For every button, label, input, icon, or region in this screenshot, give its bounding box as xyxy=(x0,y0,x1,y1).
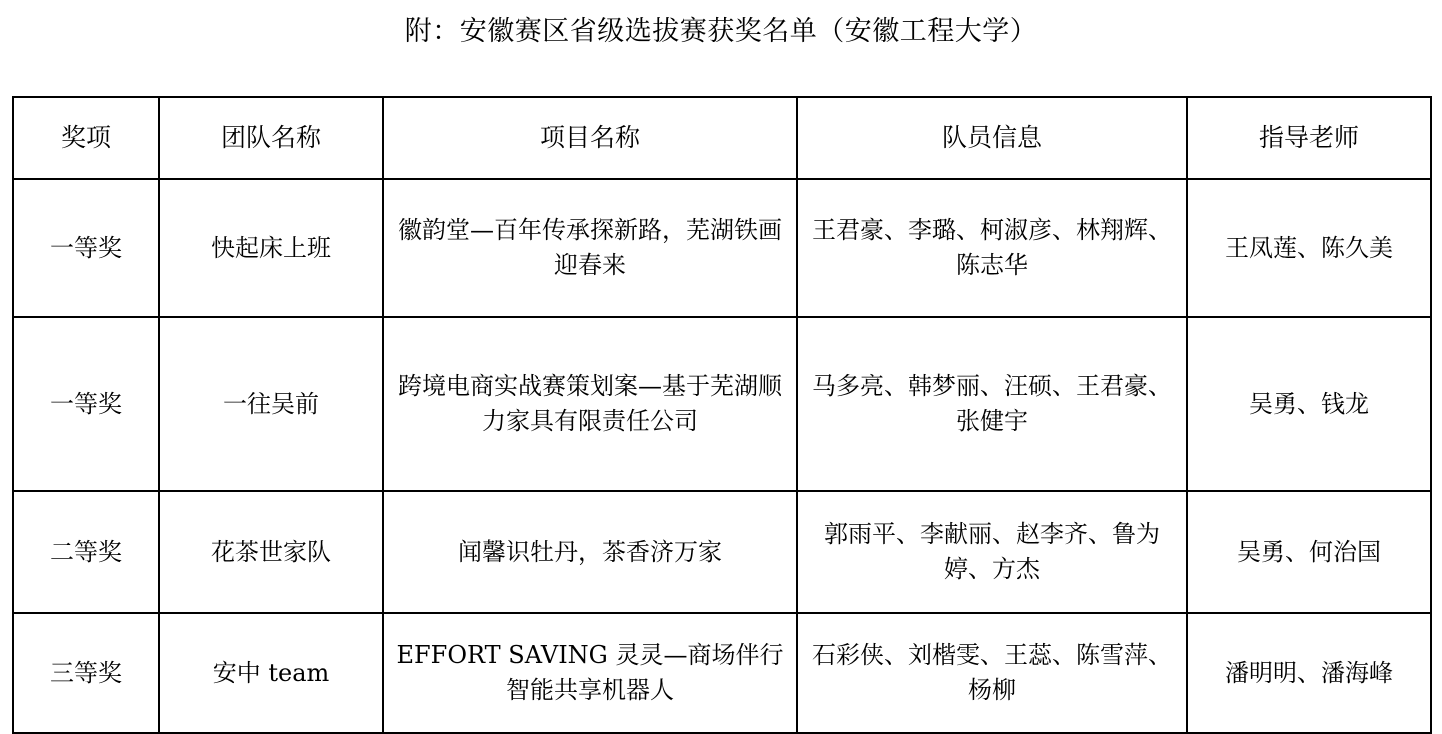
cell-members: 马多亮、韩梦丽、汪硕、王君豪、张健宇 xyxy=(797,317,1187,491)
cell-teachers: 吴勇、钱龙 xyxy=(1187,317,1431,491)
table-row xyxy=(13,179,1431,317)
cell-team: 快起床上班 xyxy=(159,179,383,317)
cell-project: 徽韵堂—百年传承探新路，芜湖铁画迎春来 xyxy=(383,179,797,317)
cell-project: 跨境电商实战赛策划案—基于芜湖顺力家具有限责任公司 xyxy=(383,317,797,491)
table-row xyxy=(13,613,1431,733)
cell-award: 三等奖 xyxy=(13,613,159,733)
cell-award: 一等奖 xyxy=(13,317,159,491)
cell-members: 王君豪、李璐、柯淑彦、林翔辉、陈志华 xyxy=(797,179,1187,317)
cell-team: 安中 team xyxy=(159,613,383,733)
award-table xyxy=(12,96,1432,734)
column-header-project: 项目名称 xyxy=(383,97,797,179)
column-header-members: 队员信息 xyxy=(797,97,1187,179)
award-table-container xyxy=(12,96,1430,734)
table-header-row xyxy=(13,97,1431,179)
column-header-teachers: 指导老师 xyxy=(1187,97,1431,179)
cell-team: 花茶世家队 xyxy=(159,491,383,613)
cell-teachers: 王凤莲、陈久美 xyxy=(1187,179,1431,317)
cell-teachers: 吴勇、何治国 xyxy=(1187,491,1431,613)
table-row xyxy=(13,317,1431,491)
cell-members: 石彩侠、刘楷雯、王蕊、陈雪萍、杨柳 xyxy=(797,613,1187,733)
table-body xyxy=(13,179,1431,733)
cell-members: 郭雨平、李献丽、赵李齐、鲁为婷、方杰 xyxy=(797,491,1187,613)
table-row xyxy=(13,491,1431,613)
cell-team: 一往吴前 xyxy=(159,317,383,491)
cell-award: 一等奖 xyxy=(13,179,159,317)
cell-project: EFFORT SAVING 灵灵—商场伴行智能共享机器人 xyxy=(383,613,797,733)
table-header xyxy=(13,97,1431,179)
page-title: 附：安徽赛区省级选拔赛获奖名单（安徽工程大学） xyxy=(404,16,1038,47)
cell-teachers: 潘明明、潘海峰 xyxy=(1187,613,1431,733)
column-header-team: 团队名称 xyxy=(159,97,383,179)
column-header-award: 奖项 xyxy=(13,97,159,179)
cell-award: 二等奖 xyxy=(13,491,159,613)
cell-project: 闻馨识牡丹，茶香济万家 xyxy=(383,491,797,613)
